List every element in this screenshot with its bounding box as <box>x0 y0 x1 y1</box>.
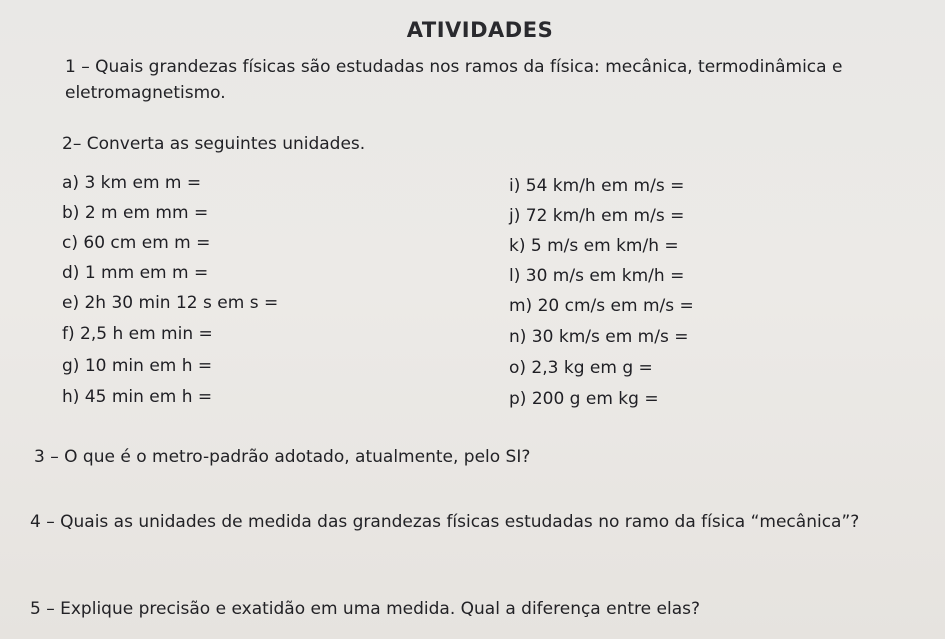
conversion-item-p: p) 200 g em kg = <box>509 389 659 409</box>
conversion-item-n: n) 30 km/s em m/s = <box>509 327 689 347</box>
question-4: 4 – Quais as unidades de medida das grandezas físicas estudadas no ramo da física “mecânica”? <box>30 512 860 532</box>
conversion-item-d: d) 1 mm em m = <box>62 263 209 283</box>
conversion-item-i: i) 54 km/h em m/s = <box>509 176 685 196</box>
question-1: 1 – Quais grandezas físicas são estudadas nos ramos da física: mecânica, termodinâmica e eletromagnetismo. <box>65 57 843 103</box>
page-title: ATIVIDADES <box>406 18 554 42</box>
conversion-item-e: e) 2h 30 min 12 s em s = <box>62 293 279 313</box>
conversion-item-b: b) 2 m em mm = <box>62 203 209 223</box>
question-2-prompt: 2– Converta as seguintes unidades. <box>62 134 366 154</box>
conversion-item-l: l) 30 m/s em km/h = <box>509 266 685 286</box>
conversion-item-c: c) 60 cm em m = <box>62 233 211 253</box>
conversion-item-m: m) 20 cm/s em m/s = <box>509 296 694 316</box>
question-3: 3 – O que é o metro-padrão adotado, atualmente, pelo SI? <box>34 447 531 467</box>
conversion-item-o: o) 2,3 kg em g = <box>509 358 653 378</box>
conversion-item-j: j) 72 km/h em m/s = <box>509 206 685 226</box>
conversion-item-k: k) 5 m/s em km/h = <box>509 236 679 256</box>
question-5: 5 – Explique precisão e exatidão em uma medida. Qual a diferença entre elas? <box>30 599 700 619</box>
conversion-item-a: a) 3 km em m = <box>62 173 202 193</box>
conversion-item-g: g) 10 min em h = <box>62 356 213 376</box>
conversion-item-f: f) 2,5 h em min = <box>62 324 213 344</box>
conversion-item-h: h) 45 min em h = <box>62 387 213 407</box>
